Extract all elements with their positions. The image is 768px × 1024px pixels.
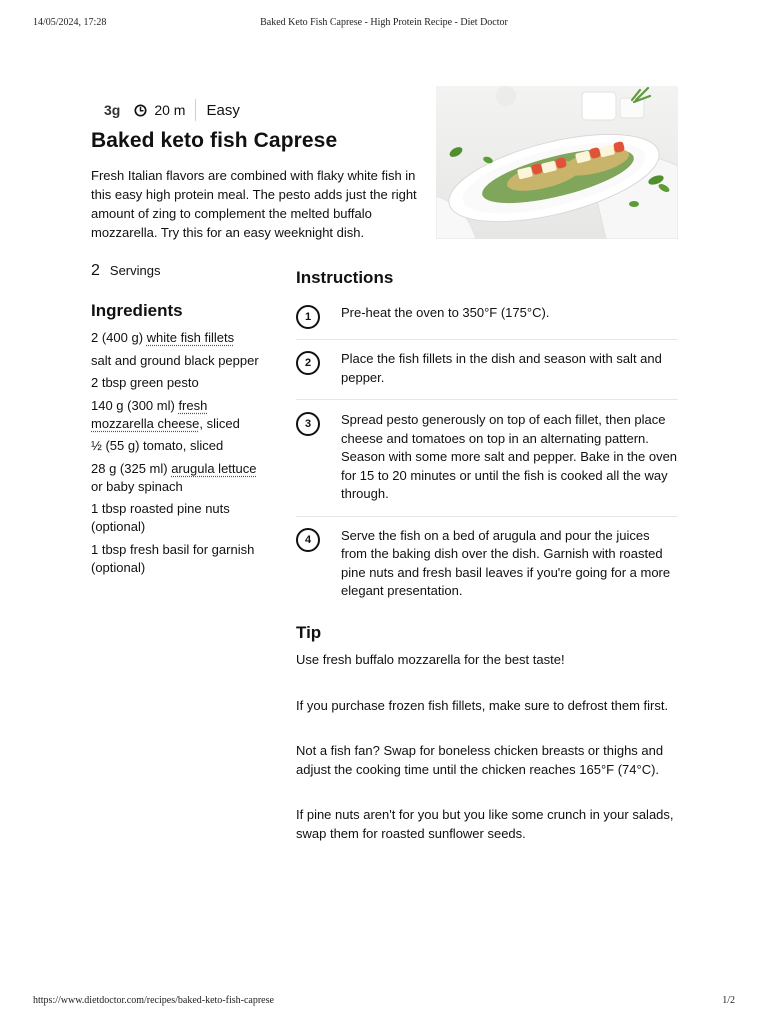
ingredient-item: [91, 397, 261, 433]
ingredient-text: 2 (400 g): [91, 330, 147, 345]
ingredient-item: [91, 352, 261, 370]
ingredient-item: [91, 541, 261, 577]
instruction-step: [296, 400, 678, 517]
step-text: Spread pesto generously on top of each fillet, then place cheese and tomatoes on top in an alternating pattern. Season with some more salt and pepper. Bake in the oven for 15 to 20 minutes or until the fish is cooked all the way through.: [341, 412, 678, 501]
clock-icon: [134, 104, 147, 117]
instruction-step: [296, 517, 678, 613]
instructions-list: [296, 298, 678, 613]
ingredients-heading: Ingredients: [91, 301, 183, 320]
ingredients-section: [91, 301, 261, 581]
instruction-step: [296, 298, 678, 340]
tip-paragraph: Use fresh buffalo mozzarella for the best taste!: [296, 652, 565, 667]
step-number: 4: [296, 528, 320, 552]
meta-divider: [195, 99, 196, 121]
net-carbs-value: 3g: [104, 102, 121, 118]
print-document-title: Baked Keto Fish Caprese - High Protein Recipe - Diet Doctor: [260, 17, 508, 28]
ingredient-text: 1 tbsp fresh basil for garnish (optional): [91, 541, 255, 575]
cook-time-value: 20 m: [154, 102, 186, 118]
step-number: 2: [296, 351, 320, 375]
ingredient-text: salt and ground black pepper: [91, 352, 259, 368]
ingredient-link[interactable]: white fish fillets: [146, 330, 235, 345]
servings-count: 2: [91, 262, 100, 279]
tip-paragraph: If you purchase frozen fish fillets, make sure to defrost them first.: [296, 697, 669, 713]
instructions-heading: Instructions: [296, 268, 394, 287]
ingredient-item: [91, 437, 261, 455]
servings-label: Servings: [109, 263, 161, 278]
print-page-number: 1/2: [722, 995, 735, 1006]
ingredient-text: 140 g (300 ml): [91, 397, 179, 413]
ingredient-item: [91, 460, 261, 496]
ingredient-item: [91, 329, 261, 347]
cook-time: [134, 102, 185, 118]
ingredient-text: or baby spinach: [91, 478, 183, 494]
fish-caprese-photo: [436, 86, 678, 239]
ingredients-list: [91, 329, 261, 577]
step-number: 1: [296, 305, 320, 329]
servings: [91, 262, 160, 280]
tip-paragraph: If pine nuts aren't for you but you like some crunch in your salads, swap them for roasted sunflower seeds.: [296, 807, 674, 841]
recipe-hero-photo: [436, 86, 678, 239]
recipe-title: Baked keto fish Caprese: [91, 129, 338, 152]
difficulty-value: Easy: [206, 101, 240, 119]
ingredient-text: 1 tbsp roasted pine nuts (optional): [91, 501, 230, 534]
tips-heading: Tip: [296, 623, 322, 642]
ingredient-item: [91, 500, 261, 536]
recipe-intro: Fresh Italian flavors are combined with flaky white fish in this easy high protein meal. The pesto adds just the right amount of zing to complement the melted buffalo mozzarella. Try this for an easy weeknight dish.: [91, 168, 417, 240]
ingredient-text: ½ (55 g) tomato, sliced: [91, 438, 224, 453]
ingredient-text: 2 tbsp green pesto: [91, 375, 199, 390]
ingredient-text: , sliced: [199, 415, 240, 431]
step-number: 3: [296, 412, 320, 436]
print-footer: [33, 992, 735, 1008]
instructions-section: [296, 268, 678, 613]
ingredient-link[interactable]: arugula lettuce: [171, 460, 257, 476]
print-header: [33, 14, 735, 30]
tips-section: [296, 623, 678, 843]
recipe-meta-row: [104, 99, 240, 121]
tip-paragraph: Not a fish fan? Swap for boneless chicken breasts or thighs and adjust the cooking time until the chicken reaches 165°F (74°C).: [296, 743, 664, 777]
ingredient-item: [91, 374, 261, 392]
ingredient-text: 28 g (325 ml): [91, 460, 172, 476]
ingredient-link[interactable]: fresh mozzarella cheese: [91, 397, 208, 431]
step-text: Pre-heat the oven to 350°F (175°C).: [341, 305, 550, 320]
print-datetime: 14/05/2024, 17:28: [33, 17, 107, 28]
instruction-step: [296, 340, 678, 400]
step-text: Serve the fish on a bed of arugula and pour the juices from the baking dish over the dish. Garnish with roasted pine nuts and fresh basil leaves if you're going for a more elegant presentation.: [341, 527, 671, 598]
print-url: https://www.dietdoctor.com/recipes/baked-keto-fish-caprese: [33, 995, 274, 1006]
step-text: Place the fish fillets in the dish and season with salt and pepper.: [341, 351, 662, 385]
